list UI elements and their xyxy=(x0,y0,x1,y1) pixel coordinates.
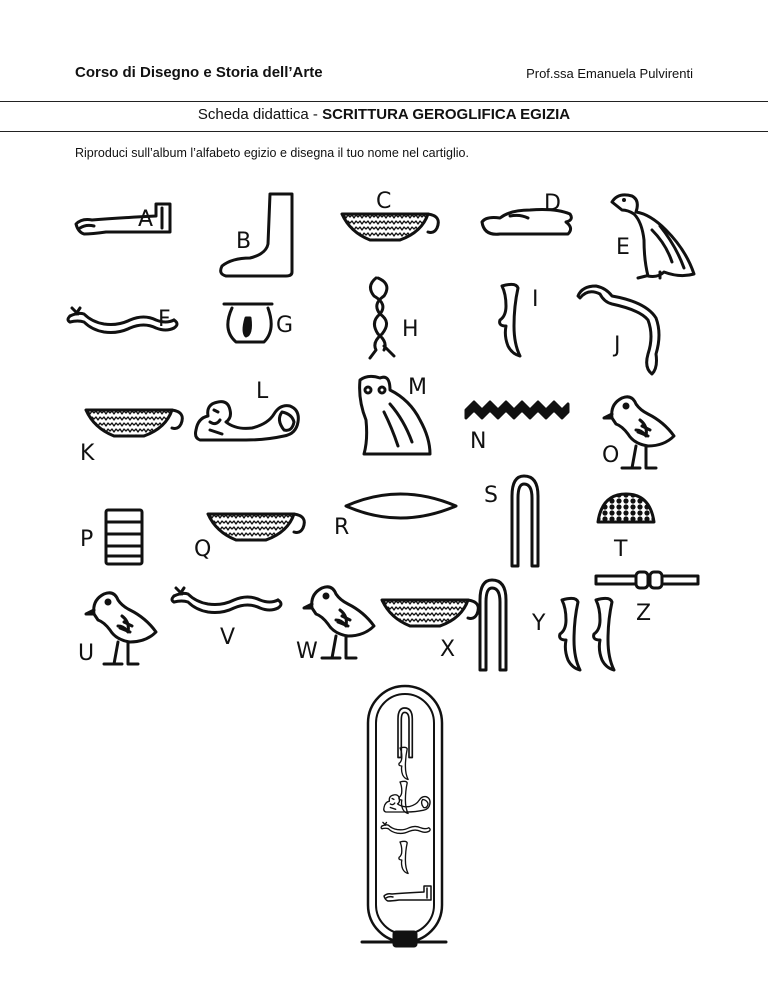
cartouche-icon xyxy=(368,686,442,942)
glyph-w xyxy=(296,587,374,664)
foot-icon xyxy=(221,194,292,276)
course-title: Corso di Disegno e Storia dell’Arte xyxy=(75,64,323,81)
cartouche-reed-icon-2 xyxy=(399,781,408,813)
glyph-u xyxy=(78,593,156,666)
glyph-n xyxy=(466,402,568,454)
cartouche xyxy=(362,686,446,946)
glyph-v xyxy=(172,588,281,650)
letter-q: Q xyxy=(194,537,212,562)
glyph-g xyxy=(224,304,293,342)
letter-h: H xyxy=(402,317,419,342)
cartouche-reed-icon-1 xyxy=(399,747,408,779)
letter-w: W xyxy=(296,639,318,664)
folded-cloth-icon xyxy=(480,580,506,670)
basket-icon xyxy=(86,410,182,436)
letter-z: Z xyxy=(636,601,652,626)
quail-chick-icon xyxy=(86,593,156,664)
letter-l: L xyxy=(256,379,269,404)
glyph-d xyxy=(482,191,571,234)
letter-o: O xyxy=(602,443,620,468)
letter-t: T xyxy=(614,537,628,562)
reed-leaf-icon xyxy=(560,598,580,670)
glyph-q xyxy=(194,514,304,562)
glyph-t xyxy=(598,494,654,562)
reed-leaf-icon xyxy=(500,284,520,356)
glyph-x xyxy=(382,580,506,670)
basket-icon xyxy=(342,214,438,240)
horned-viper-icon xyxy=(172,588,281,613)
letter-n: N xyxy=(470,429,487,454)
letter-j: J xyxy=(614,333,621,358)
letter-y: Y xyxy=(532,611,546,636)
cobra-icon xyxy=(578,286,659,374)
glyph-f xyxy=(68,307,177,333)
letter-p: P xyxy=(80,527,94,552)
mouth-icon xyxy=(346,494,456,518)
letter-m: M xyxy=(408,375,427,400)
cartouche-arm-icon xyxy=(384,886,431,901)
glyph-c xyxy=(342,189,438,240)
glyph-k xyxy=(80,410,182,466)
letter-d: D xyxy=(544,191,561,216)
glyph-b xyxy=(221,194,292,276)
glyph-i xyxy=(500,284,539,356)
cartouche-reed-icon-3 xyxy=(399,841,408,873)
letter-v: V xyxy=(220,625,236,650)
glyph-p xyxy=(80,510,142,564)
letter-i: I xyxy=(532,287,539,312)
sheet-title-prefix: Scheda didattica - xyxy=(197,106,323,123)
instruction-text: Riproduci sull’album l’alfabeto egizio e disegna il tuo nome nel cartiglio. xyxy=(75,146,469,160)
glyph-e xyxy=(612,195,694,278)
glyph-s xyxy=(484,476,538,566)
letter-e: E xyxy=(616,235,630,260)
glyph-h xyxy=(370,278,419,358)
letter-g: G xyxy=(276,313,294,338)
sheet-title-main: SCRITTURA GEROGLIFICA EGIZIA xyxy=(322,106,571,123)
water-icon xyxy=(466,402,568,418)
twisted-flax-icon xyxy=(370,278,394,358)
letter-k: K xyxy=(80,441,95,466)
lion-icon xyxy=(196,402,299,440)
author-name: Prof.ssa Emanuela Pulvirenti xyxy=(526,66,693,81)
bread-loaf-icon xyxy=(598,494,654,522)
glyph-l xyxy=(196,379,299,440)
letter-a: A xyxy=(138,207,154,232)
glyph-o xyxy=(602,397,674,468)
letter-s: S xyxy=(484,483,498,508)
basket-icon xyxy=(382,600,478,626)
glyph-a xyxy=(76,204,170,234)
arm-icon xyxy=(76,204,170,234)
letter-f: F xyxy=(158,307,171,332)
basket-icon xyxy=(208,514,304,540)
cartouche-viper-icon xyxy=(381,822,430,833)
glyph-j xyxy=(578,286,659,374)
letter-b: B xyxy=(236,229,252,254)
letter-x: X xyxy=(440,637,456,662)
glyph-y xyxy=(531,598,614,670)
glyph-m xyxy=(360,375,430,454)
letter-c: C xyxy=(376,189,392,214)
letter-u: U xyxy=(78,641,95,666)
letter-r: R xyxy=(334,515,350,540)
glyph-r xyxy=(334,494,456,540)
reed-leaf-icon xyxy=(594,598,614,670)
folded-cloth-icon xyxy=(512,476,538,566)
